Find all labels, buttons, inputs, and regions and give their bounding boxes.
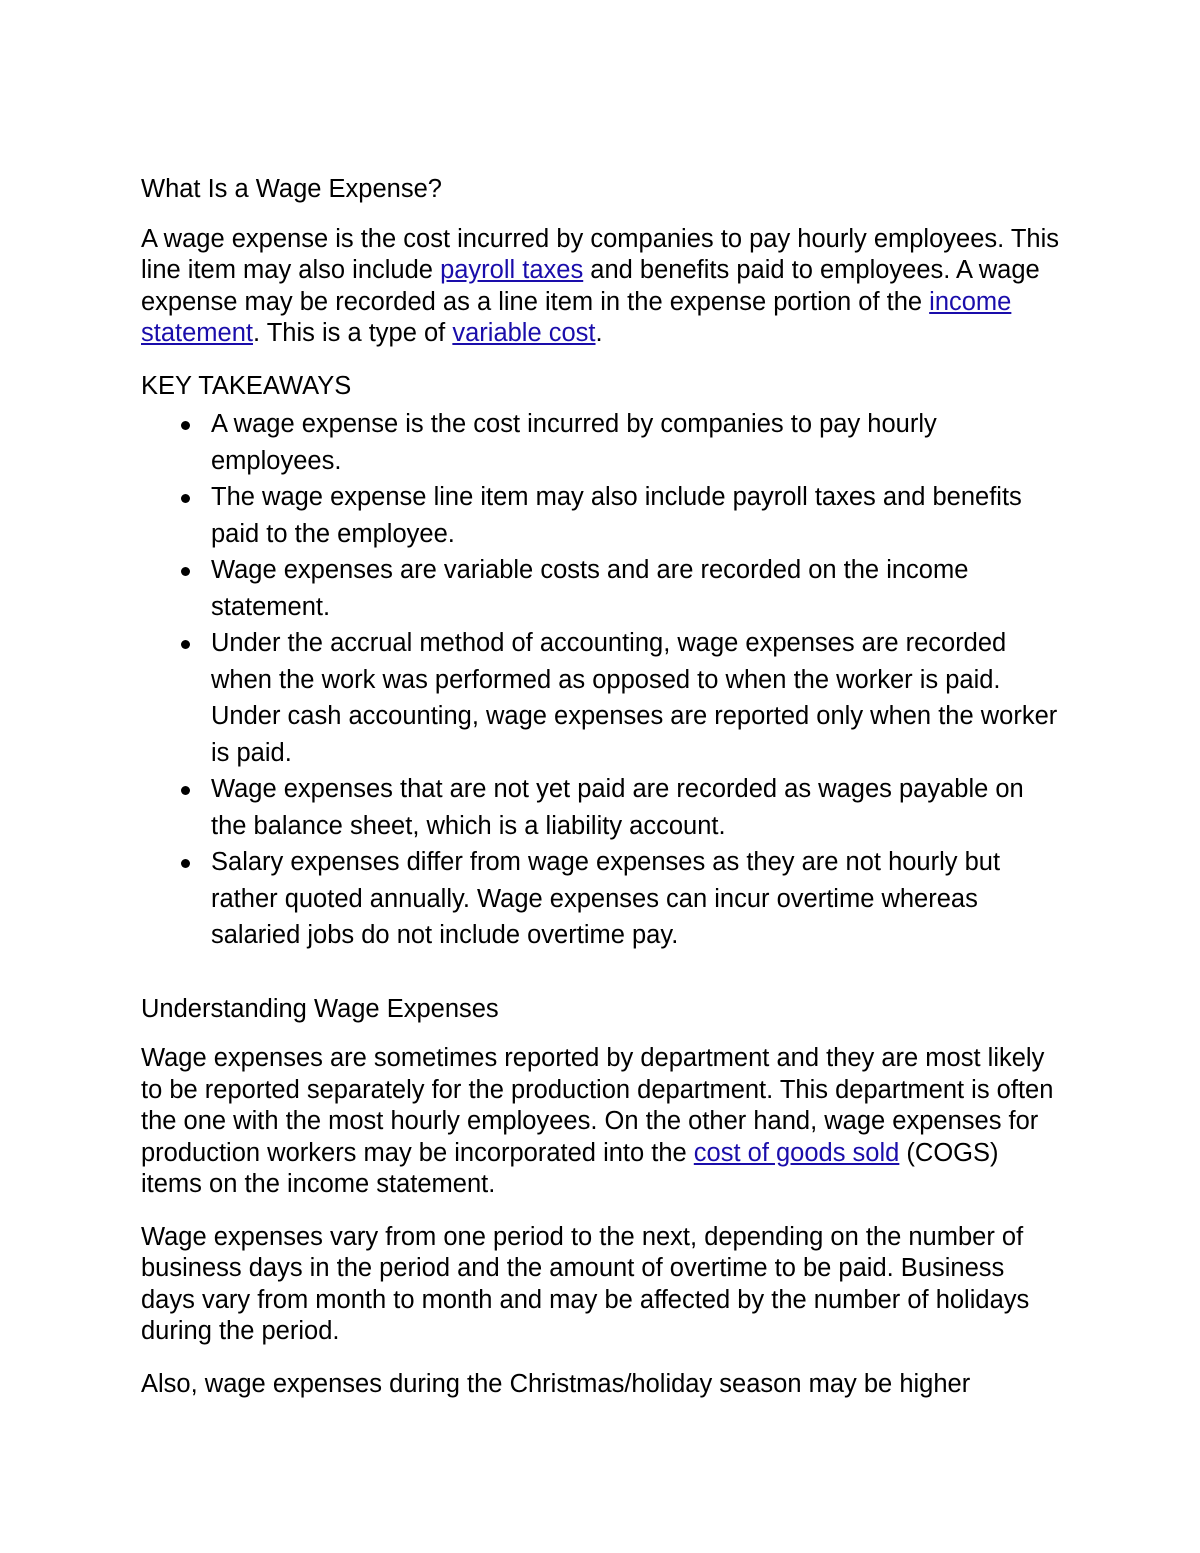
- paragraph: Wage expenses vary from one period to the next, depending on the number of business days in the period and the amount of overtime to be paid. Business days vary from month to month and may be affected by the number of holidays during the period.: [141, 1222, 1030, 1345]
- cost-of-goods-sold-link[interactable]: cost of goods sold: [693, 1138, 900, 1167]
- intro-paragraph: A wage expense is the cost incurred by companies to pay hourly employees. This line item may also include payroll taxes and benefits paid to employees. A wage expense may be recorded as a line item in the expense portion of the income statement. This is a type of variable cost.: [141, 224, 1060, 347]
- section-heading: Understanding Wage Expenses: [141, 994, 499, 1023]
- key-takeaways-list: [141, 406, 1061, 954]
- document-page: [141, 174, 1061, 1421]
- list-item: The wage expense line item may also include payroll taxes and benefits paid to the employee.: [141, 479, 1061, 552]
- list-item: Under the accrual method of accounting, wage expenses are recorded when the work was performed as opposed to when the worker is paid. Under cash accounting, wage expenses are reported only when the worker is paid.: [141, 625, 1061, 771]
- income-statement-link[interactable]: income statement: [141, 287, 1012, 347]
- page-title: What Is a Wage Expense?: [141, 175, 442, 203]
- list-item: Wage expenses are variable costs and are recorded on the income statement.: [141, 552, 1061, 625]
- payroll-taxes-link[interactable]: payroll taxes: [440, 256, 584, 284]
- variable-cost-link[interactable]: variable cost: [452, 319, 596, 347]
- list-item: A wage expense is the cost incurred by companies to pay hourly employees.: [141, 406, 1061, 479]
- paragraph: Also, wage expenses during the Christmas/holiday season may be higher: [141, 1369, 971, 1398]
- paragraph: Wage expenses are sometimes reported by department and they are most likely to be reported separately for the production department. This department is often the one with the most hourly employees. On the other hand, wage expenses for production workers may be incorporated into the cost of goods sold (COGS) items on the income statement.: [141, 1044, 1054, 1198]
- list-item: Salary expenses differ from wage expenses as they are not hourly but rather quoted annually. Wage expenses can incur overtime whereas salaried jobs do not include overtime pay.: [141, 844, 1061, 954]
- list-item: Wage expenses that are not yet paid are recorded as wages payable on the balance sheet, which is a liability account.: [141, 771, 1061, 844]
- key-takeaways-heading: KEY TAKEAWAYS: [141, 371, 352, 400]
